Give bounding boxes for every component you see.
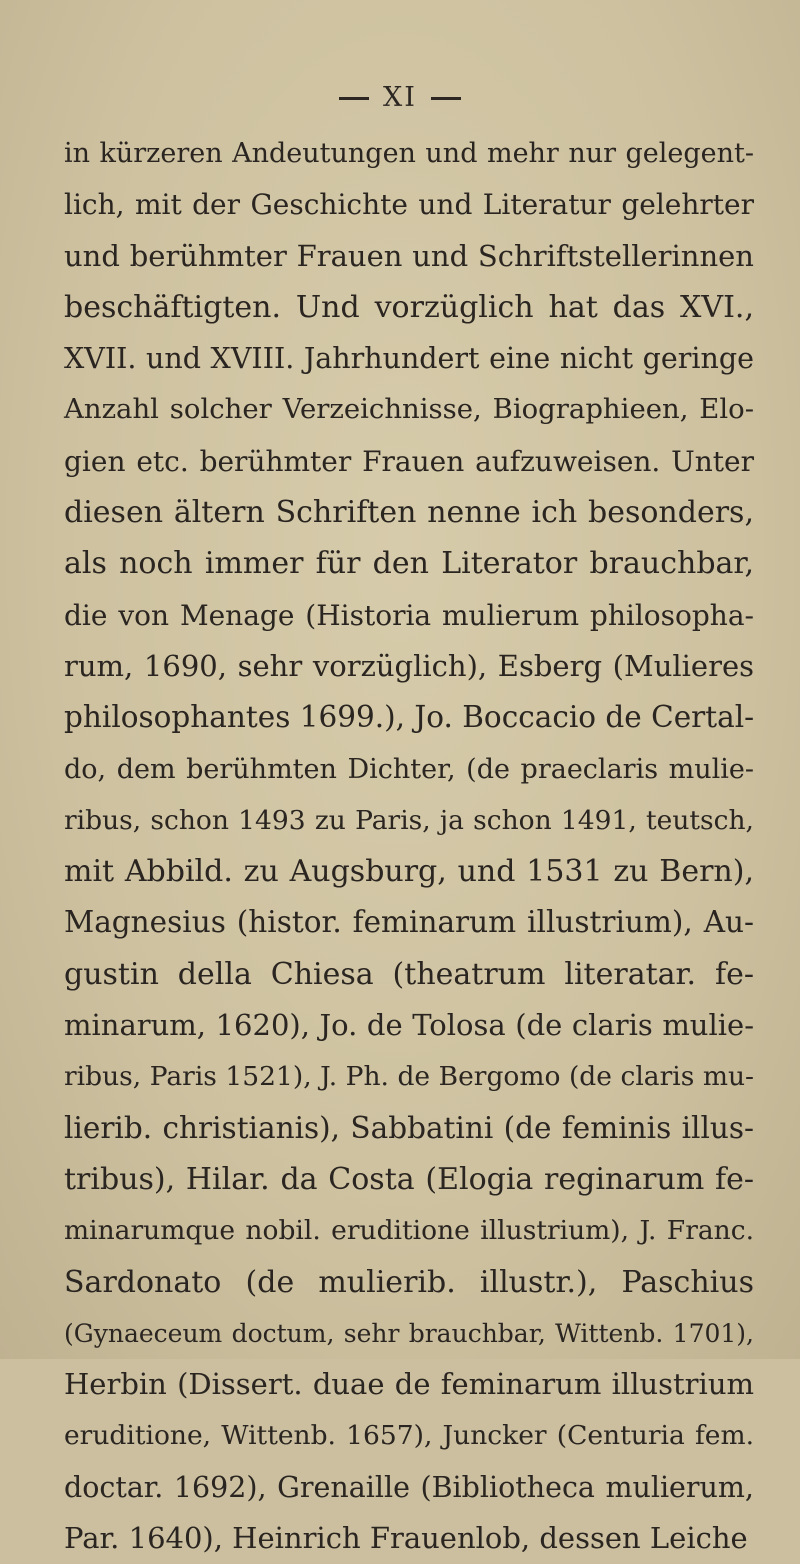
text-line: doctar. 1692), Grenaille (Bibliotheca mulierum, bbox=[64, 1470, 754, 1504]
text-line: diesen ältern Schriften nenne ich besonders, bbox=[64, 495, 754, 531]
text-line: do, dem berühmten Dichter, (de praeclaris mulie- bbox=[64, 753, 754, 785]
text-line: rum, 1690, sehr vorzüglich), Esberg (Mulieres bbox=[64, 648, 754, 683]
text-line: lierib. christianis), Sabbatini (de feminis illus- bbox=[64, 1110, 754, 1145]
header-dash-right bbox=[431, 97, 461, 100]
text-line: (Gynaeceum doctum, sehr brauchbar, Wittenb. 1701), bbox=[64, 1318, 754, 1348]
text-line: die von Menage (Historia mulierum philosopha- bbox=[64, 598, 754, 632]
text-line: und berühmter Frauen und Schriftstellerinnen bbox=[64, 238, 754, 273]
page-header bbox=[0, 82, 800, 113]
text-line: Par. 1640), Heinrich Frauenlob, dessen Leiche bbox=[64, 1521, 748, 1556]
text-line: lich, mit der Geschichte und Literatur gelehrter bbox=[64, 188, 754, 222]
text-line: XVII. und XVIII. Jahrhundert eine nicht geringe bbox=[64, 342, 754, 376]
text-line: ribus, Paris 1521), J. Ph. de Bergomo (de claris mu- bbox=[64, 1061, 754, 1093]
body-text bbox=[64, 128, 754, 1564]
text-line: minarumque nobil. eruditione illustrium), J. Franc. bbox=[64, 1215, 754, 1247]
text-line: als noch immer für den Literator brauchbar, bbox=[64, 546, 754, 582]
text-line: Sardonato (de mulierib. illustr.), Paschius bbox=[64, 1264, 754, 1300]
text-line: eruditione, Wittenb. 1657), Juncker (Centuria fem. bbox=[64, 1420, 754, 1452]
text-line: Magnesius (histor. feminarum illustrium), Au- bbox=[64, 905, 754, 940]
text-line: ribus, schon 1493 zu Paris, ja schon 1491, teutsch, bbox=[64, 804, 754, 836]
text-line: gien etc. berühmter Frauen aufzuweisen. Unter bbox=[64, 444, 754, 478]
header-dash-left bbox=[339, 97, 369, 100]
text-line: Herbin (Dissert. duae de feminarum illustrium bbox=[64, 1367, 754, 1402]
page-number: XI bbox=[383, 82, 417, 113]
text-line: beschäftigten. Und vorzüglich hat das XVI., bbox=[64, 289, 754, 325]
text-line: Anzahl solcher Verzeichnisse, Biographieen, Elo- bbox=[64, 393, 754, 426]
text-line: minarum, 1620), Jo. de Tolosa (de claris mulie- bbox=[64, 1008, 754, 1043]
text-line: philosophantes 1699.), Jo. Boccacio de Certal- bbox=[64, 700, 755, 735]
text-line: gustin della Chiesa (theatrum literatar. fe- bbox=[64, 956, 754, 992]
text-line: mit Abbild. zu Augsburg, und 1531 zu Bern), bbox=[64, 854, 754, 890]
text-line: tribus), Hilar. da Costa (Elogia reginarum fe- bbox=[64, 1161, 754, 1197]
text-line: in kürzeren Andeutungen und mehr nur gelegent- bbox=[64, 138, 754, 169]
